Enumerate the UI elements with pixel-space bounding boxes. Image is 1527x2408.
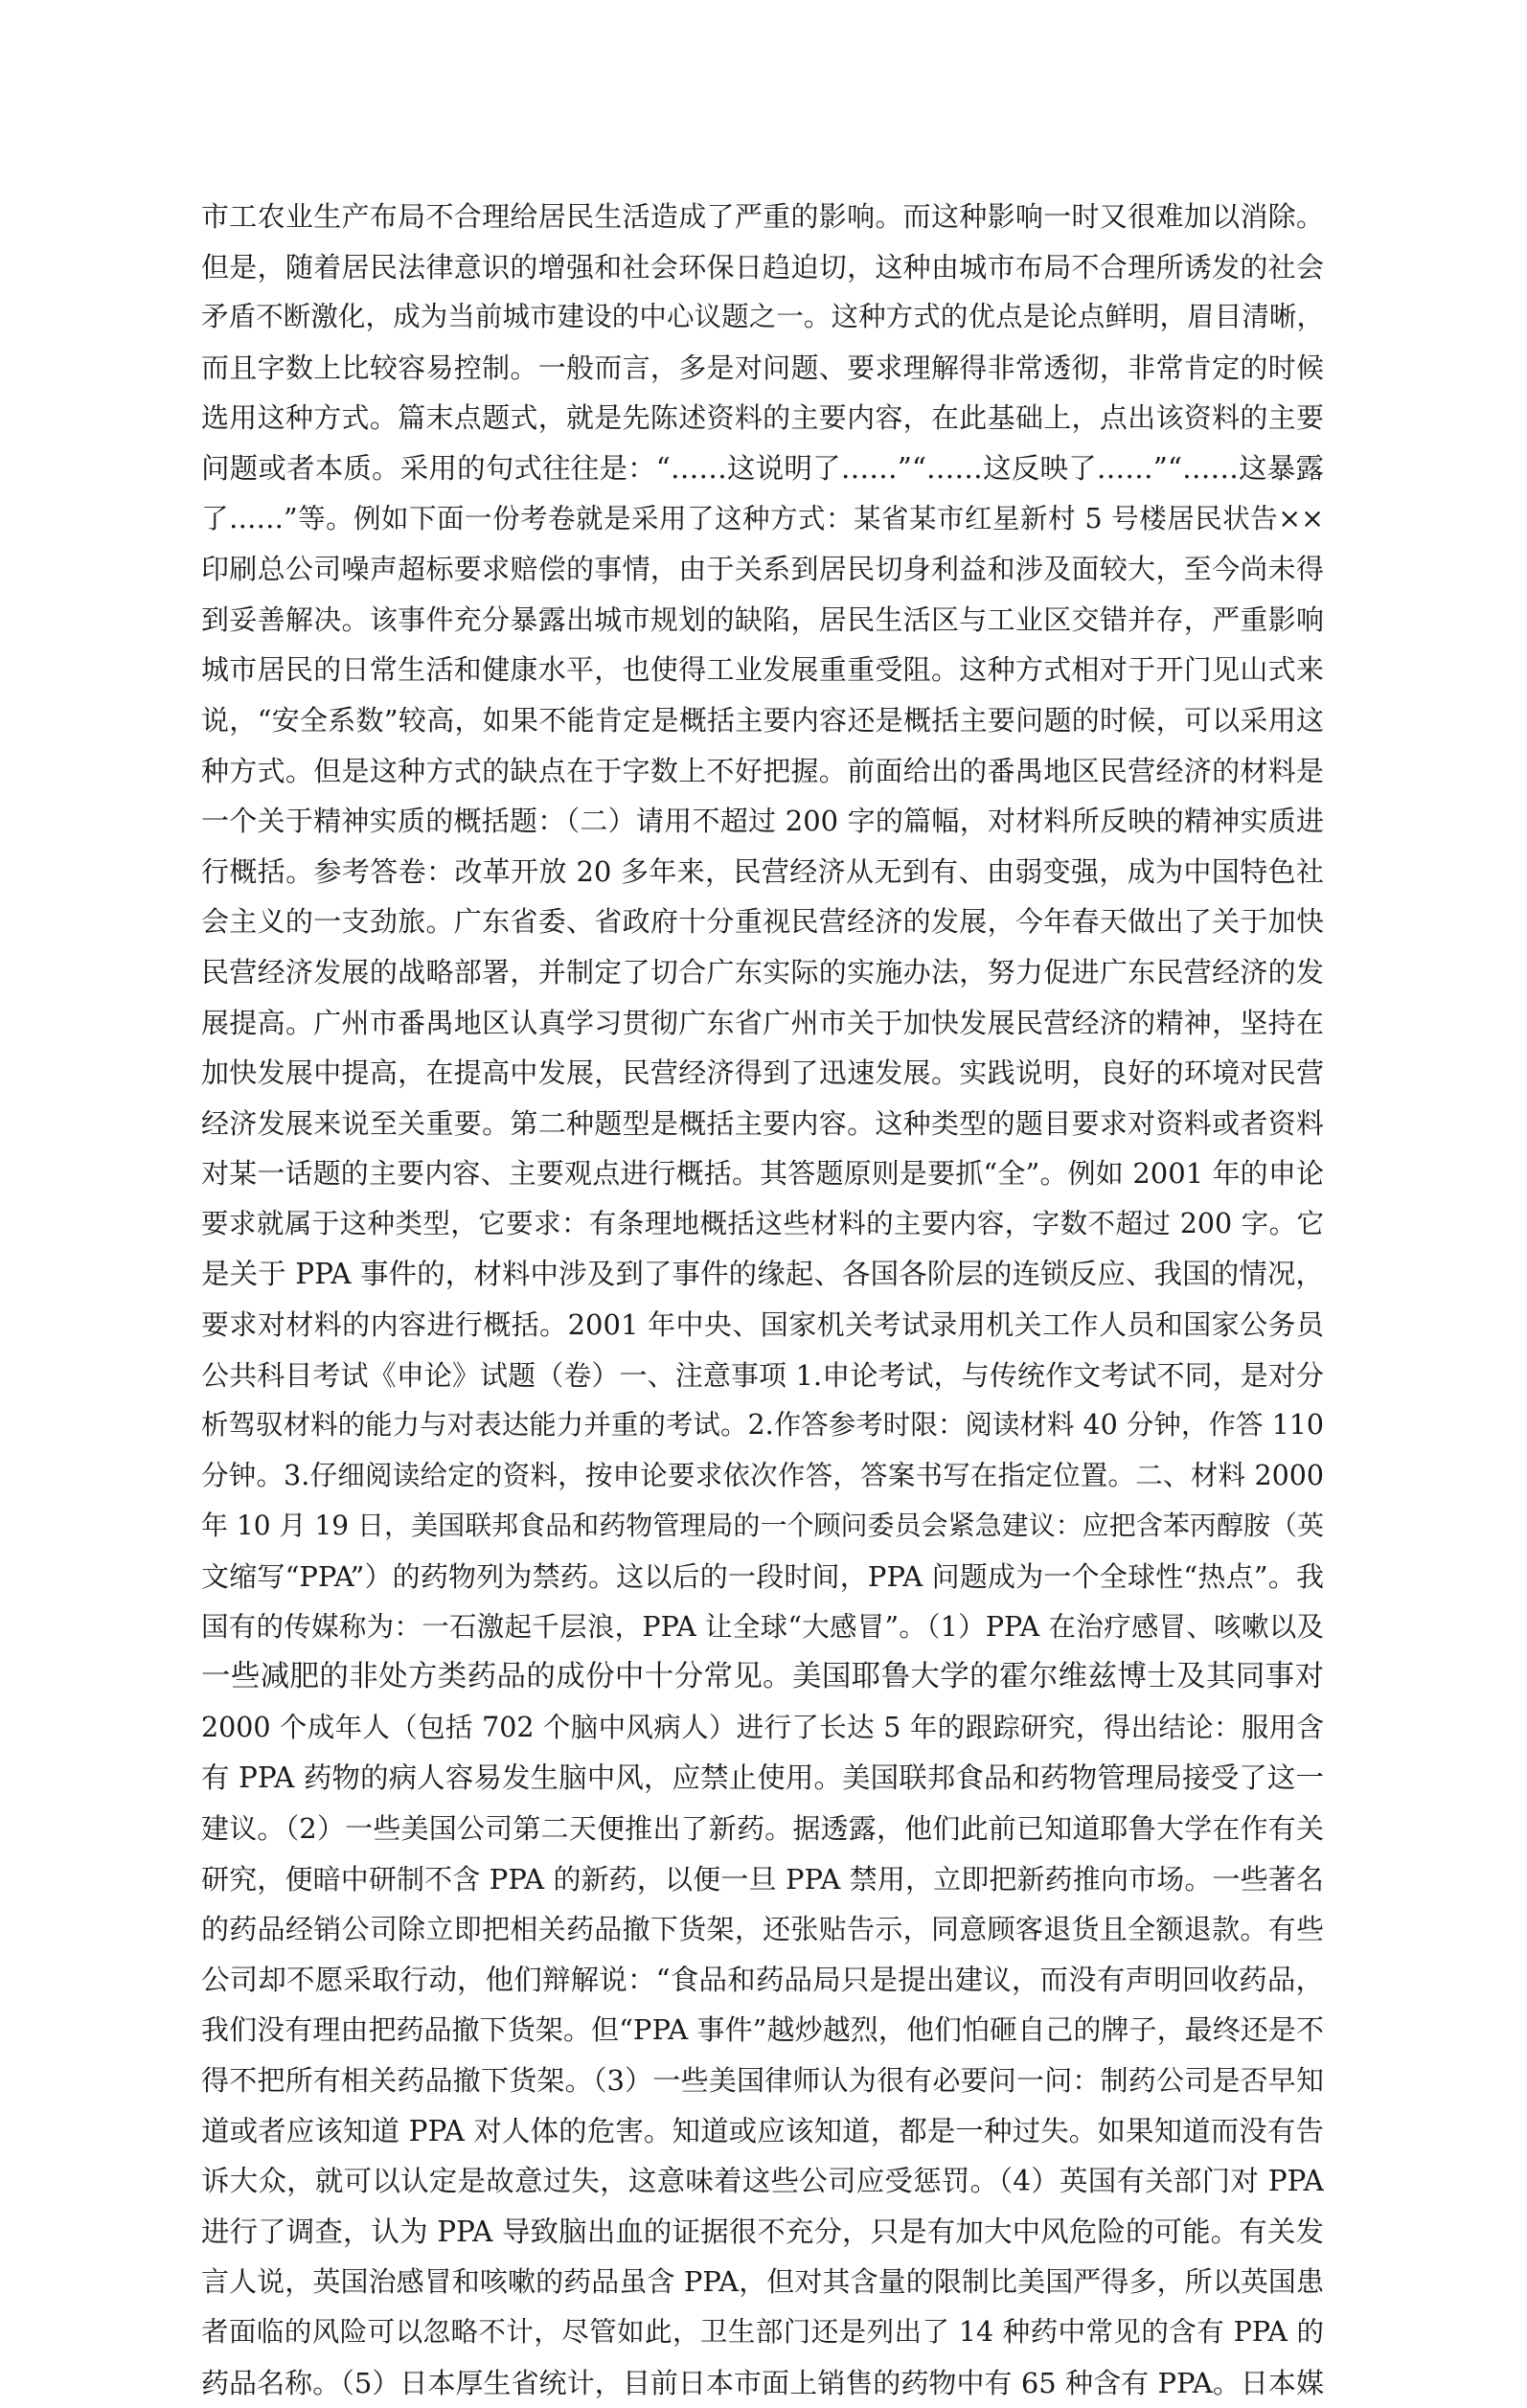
text-line: 要求对材料的内容进行概括。2001 年中央、国家机关考试录用机关工作人员和国家公务员 — [201, 1308, 1324, 1342]
text-line: 展提高。广州市番禺地区认真学习贯彻广东省广州市关于加快发展民营经济的精神，坚持在 — [201, 1006, 1324, 1039]
text-line: 印刷总公司噪声超标要求赔偿的事情，由于关系到居民切身利益和涉及面较大，至今尚未得 — [201, 553, 1324, 586]
body-text — [201, 192, 1324, 2408]
text-line: 文缩写“PPA”）的药物列为禁药。这以后的一段时间，PPA 问题成为一个全球性“热点”。我 — [201, 1560, 1324, 1594]
text-line: 者面临的风险可以忽略不计，尽管如此，卫生部门还是列出了 14 种药中常见的含有 PPA 的 — [201, 2315, 1324, 2348]
text-line: 进行了调查，认为 PPA 导致脑出血的证据很不充分，只是有加大中风危险的可能。有关发 — [201, 2215, 1324, 2248]
text-line: 2000 个成年人（包括 702 个脑中风病人）进行了长达 5 年的跟踪研究，得出结论：服用含 — [201, 1711, 1324, 1743]
text-line: 得不把所有相关药品撤下货架。（3）一些美国律师认为很有必要问一问：制药公司是否早知 — [201, 2063, 1324, 2097]
text-line: 分钟。3.仔细阅读给定的资料，按申论要求依次作答，答案书写在指定位置。二、材料 2000 — [201, 1459, 1324, 1491]
text-line: 民营经济发展的战略部署，并制定了切合广东实际的实施办法，努力促进广东民营经济的发 — [201, 955, 1324, 988]
text-line: 一些减肥的非处方类药品的成份中十分常见。美国耶鲁大学的霍尔维兹博士及其同事对 — [201, 1660, 1324, 1694]
text-line: 诉大众，就可以认定是故意过失，这意味着这些公司应受惩罚。（4）英国有关部门对 PPA — [201, 2165, 1324, 2198]
text-line: 的药品经销公司除立即把相关药品撤下货架，还张贴告示，同意顾客退货且全额退款。有些 — [201, 1913, 1324, 1946]
text-line: 经济发展来说至关重要。第二种题型是概括主要内容。这种类型的题目要求对资料或者资料 — [201, 1106, 1324, 1140]
text-line: 有 PPA 药物的病人容易发生脑中风，应禁止使用。美国联邦食品和药物管理局接受了这一 — [201, 1761, 1324, 1795]
text-line: 会主义的一支劲旅。广东省委、省政府十分重视民营经济的发展，今年春天做出了关于加快 — [201, 905, 1324, 939]
text-line: 而且字数上比较容易控制。一般而言，多是对问题、要求理解得非常透彻，非常肯定的时候 — [201, 351, 1324, 384]
text-line: 矛盾不断激化，成为当前城市建设的中心议题之一。这种方式的优点是论点鲜明，眉目清晰， — [201, 301, 1324, 333]
text-line: 是关于 PPA 事件的，材料中涉及到了事件的缘起、各国各阶层的连锁反应、我国的情况， — [201, 1258, 1324, 1291]
text-line: 问题或者本质。采用的句式往往是：“……这说明了……”“……这反映了……”“……这暴露 — [201, 451, 1324, 485]
text-line: 行概括。参考答卷：改革开放 20 多年来，民营经济从无到有、由弱变强，成为中国特色社 — [201, 854, 1324, 888]
text-line: 对某一话题的主要内容、主要观点进行概括。其答题原则是要抓“全”。例如 2001 年的申论 — [201, 1157, 1324, 1191]
text-line: 公共科目考试《申论》试题（卷）一、注意事项 1.申论考试，与传统作文考试不同，是对分 — [201, 1358, 1324, 1392]
text-line: 到妥善解决。该事件充分暴露出城市规划的缺陷，居民生活区与工业区交错并存，严重影响 — [201, 602, 1324, 636]
text-line: 要求就属于这种类型，它要求：有条理地概括这些材料的主要内容，字数不超过 200 字。它 — [201, 1207, 1324, 1239]
text-line: 国有的传媒称为：一石激起千层浪，PPA 让全球“大感冒”。（1）PPA 在治疗感冒、咳嗽以及 — [201, 1610, 1324, 1643]
text-line: 了……”等。例如下面一份考卷就是采用了这种方式：某省某市红星新村 5 号楼居民状告×× — [201, 502, 1324, 534]
text-line: 但是，随着居民法律意识的增强和社会环保日趋迫切，这种由城市布局不合理所诱发的社会 — [201, 250, 1324, 284]
text-line: 城市居民的日常生活和健康水平，也使得工业发展重重受阻。这种方式相对于开门见山式来 — [201, 653, 1324, 687]
text-line: 研究，便暗中研制不含 PPA 的新药，以便一旦 PPA 禁用，立即把新药推向市场。一些著名 — [201, 1862, 1324, 1896]
text-line: 市工农业生产布局不合理给居民生活造成了严重的影响。而这种影响一时又很难加以消除。 — [201, 200, 1324, 233]
text-line: 道或者应该知道 PPA 对人体的危害。知道或应该知道，都是一种过失。如果知道而没有告 — [201, 2114, 1324, 2147]
text-line: 公司却不愿采取行动，他们辩解说：“食品和药品局只是提出建议，而没有声明回收药品， — [201, 1963, 1324, 1996]
text-line: 种方式。但是这种方式的缺点在于字数上不好把握。前面给出的番禺地区民营经济的材料是 — [201, 754, 1324, 787]
text-line: 年 10 月 19 日，美国联邦食品和药物管理局的一个顾问委员会紧急建议：应把含苯丙醇胺（英 — [201, 1510, 1324, 1542]
text-line: 一个关于精神实质的概括题：（二）请用不超过 200 字的篇幅，对材料所反映的精神实质进 — [201, 805, 1324, 838]
text-line: 加快发展中提高，在提高中发展，民营经济得到了迅速发展。实践说明，良好的环境对民营 — [201, 1056, 1324, 1090]
text-line: 言人说，英国治感冒和咳嗽的药品虽含 PPA，但对其含量的限制比美国严得多，所以英国患 — [201, 2265, 1324, 2299]
text-line: 药品名称。（5）日本厚生省统计，目前日本市面上销售的药物中有 65 种含有 PPA。日本媒 — [201, 2366, 1324, 2399]
text-line: 建议。（2）一些美国公司第二天便推出了新药。据透露，他们此前已知道耶鲁大学在作有关 — [201, 1812, 1324, 1845]
text-line: 析驾驭材料的能力与对表达能力并重的考试。2.作答参考时限：阅读材料 40 分钟，作答 110 — [201, 1409, 1324, 1442]
text-line: 说，“安全系数”较高，如果不能肯定是概括主要内容还是概括主要问题的时候，可以采用这 — [201, 703, 1324, 737]
text-line: 选用这种方式。篇末点题式，就是先陈述资料的主要内容，在此基础上，点出该资料的主要 — [201, 401, 1324, 435]
text-line: 我们没有理由把药品撤下货架。但“PPA 事件”越炒越烈，他们怕砸自己的牌子，最终还是不 — [201, 2013, 1324, 2047]
